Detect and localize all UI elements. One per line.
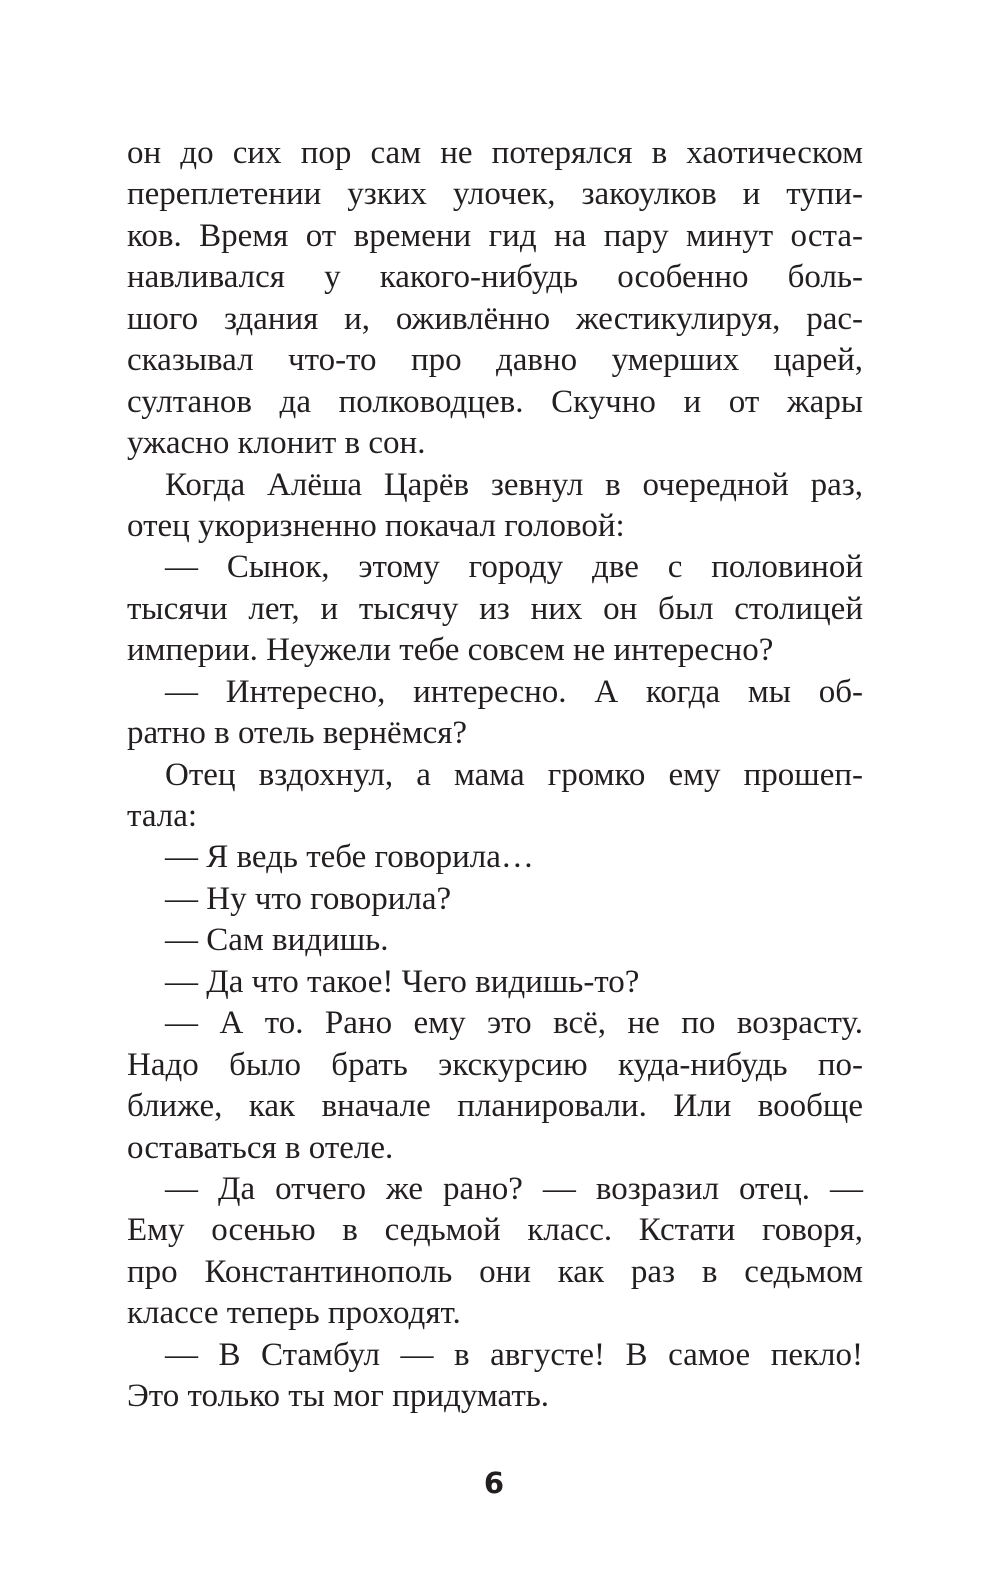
text-line: ближе, как вначале планировали. Или вообще <box>127 1088 863 1125</box>
text-line: султанов да полководцев. Скучно и от жары <box>127 383 863 420</box>
text-line: империи. Неужели тебе совсем не интересно? <box>127 632 774 669</box>
text-line: ужасно клонит в сон. <box>127 425 426 462</box>
text-line: ков. Время от времени гид на пару минут оста- <box>127 217 863 254</box>
text-line: Когда Алёша Царёв зевнул в очередной раз, <box>165 466 863 503</box>
text-line: — Да что такое! Чего видишь-то? <box>165 963 640 1000</box>
text-line: — Интересно, интересно. А когда мы об- <box>165 673 863 710</box>
text-line: про Константинополь они как раз в седьмом <box>127 1253 863 1290</box>
text-line: — В Стамбул — в августе! В самое пекло! <box>165 1336 863 1373</box>
text-line: тала: <box>127 798 198 834</box>
text-line: — Я ведь тебе говорила… <box>165 839 534 876</box>
page-number: 6 <box>483 1466 505 1500</box>
text-line: отец укоризненно покачал головой: <box>127 507 625 544</box>
text-line: Надо было брать экскурсию куда-нибудь по- <box>127 1046 863 1083</box>
text-line: Это только ты мог придумать. <box>127 1378 550 1415</box>
text-line: Ему осенью в седьмой класс. Кстати говоря, <box>127 1212 863 1249</box>
text-line: Отец вздохнул, а мама громко ему прошеп- <box>165 756 863 793</box>
text-line: ратно в отель вернёмся? <box>127 715 468 752</box>
text-line: переплетении узких улочек, закоулков и тупи- <box>127 176 863 213</box>
text-line: навливался у какого-нибудь особенно боль- <box>127 259 863 296</box>
text-line: — Да отчего же рано? — возразил отец. — <box>165 1170 863 1207</box>
page-body-text <box>127 133 863 1418</box>
text-line: сказывал что-то про давно умерших царей, <box>127 342 863 379</box>
text-line: — Ну что говорила? <box>165 880 452 917</box>
text-line: тысячи лет, и тысячу из них он был столицей <box>127 590 863 627</box>
text-line: оставаться в отеле. <box>127 1129 394 1166</box>
text-line: — А то. Рано ему это всё, не по возрасту. <box>165 1005 863 1042</box>
text-line: — Сынок, этому городу две с половиной <box>165 549 863 586</box>
text-line: он до сих пор сам не потерялся в хаотическом <box>127 135 863 171</box>
text-line: классе теперь проходят. <box>127 1295 461 1332</box>
text-line: — Сам видишь. <box>165 922 389 959</box>
text-line: шого здания и, оживлённо жестикулируя, рас- <box>127 300 863 337</box>
